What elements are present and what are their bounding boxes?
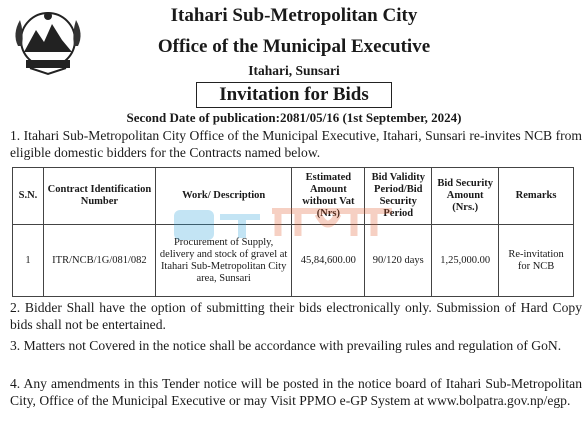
notice-header: [0, 0, 588, 82]
paragraph-1: 1. Itahari Sub-Metropolitan City Office of the Municipal Executive, Itahari, Sunsari re-invites NCB from eligible domestic bidders for the Contracts named below.: [10, 128, 582, 160]
paragraph-4: 4. Any amendments in this Tender notice will be posted in the notice board of Itahari Sub-Metropolitan City, Office of the Municipal Executive or may Visit PPMO e-GP System at www.bolpatra.gov.np/egp.: [10, 376, 582, 408]
table-row: [13, 225, 574, 297]
cell-bid-validity: 90/120 days: [365, 225, 432, 297]
cell-remarks: Re-invitation for NCB: [499, 225, 574, 297]
paragraph-2: 2. Bidder Shall have the option of submitting their bids electronically only. Submission of Hard Copy bids shall not be entertained.: [10, 300, 582, 332]
invitation-banner: Invitation for Bids: [196, 82, 392, 108]
header-estimated-amount: Estimated Amount without Vat (Nrs): [292, 168, 365, 225]
header-work-description: Work/ Description: [155, 168, 292, 225]
cell-work-description: Procurement of Supply, delivery and stock of gravel at Itahari Sub-Metropolitan City area, Sunsari: [155, 225, 292, 297]
cell-bid-security-amount: 1,25,000.00: [432, 225, 499, 297]
header-contract-id: Contract Identification Number: [43, 168, 155, 225]
paragraph-3: 3. Matters not Covered in the notice shall be accordance with prevailing rules and regulation of GoN.: [10, 338, 562, 353]
cell-estimated-amount: 45,84,600.00: [292, 225, 365, 297]
contracts-table: [12, 167, 574, 297]
office-name-line1: Itahari Sub-Metropolitan City: [170, 5, 418, 26]
header-bid-security-amount: Bid Security Amount (Nrs.): [432, 168, 499, 225]
header-remarks: Remarks: [499, 168, 574, 225]
table-header-row: [13, 168, 574, 225]
header-bid-validity: Bid Validity Period/Bid Security Period: [365, 168, 432, 225]
cell-contract-id: ITR/NCB/1G/081/082: [43, 225, 155, 297]
office-name-line2: Office of the Municipal Executive: [157, 36, 431, 57]
publication-date: Second Date of publication:2081/05/16 (1st September, 2024): [126, 110, 462, 125]
header-sn: S.N.: [13, 168, 44, 225]
office-location: Itahari, Sunsari: [248, 63, 340, 78]
cell-sn: 1: [13, 225, 44, 297]
